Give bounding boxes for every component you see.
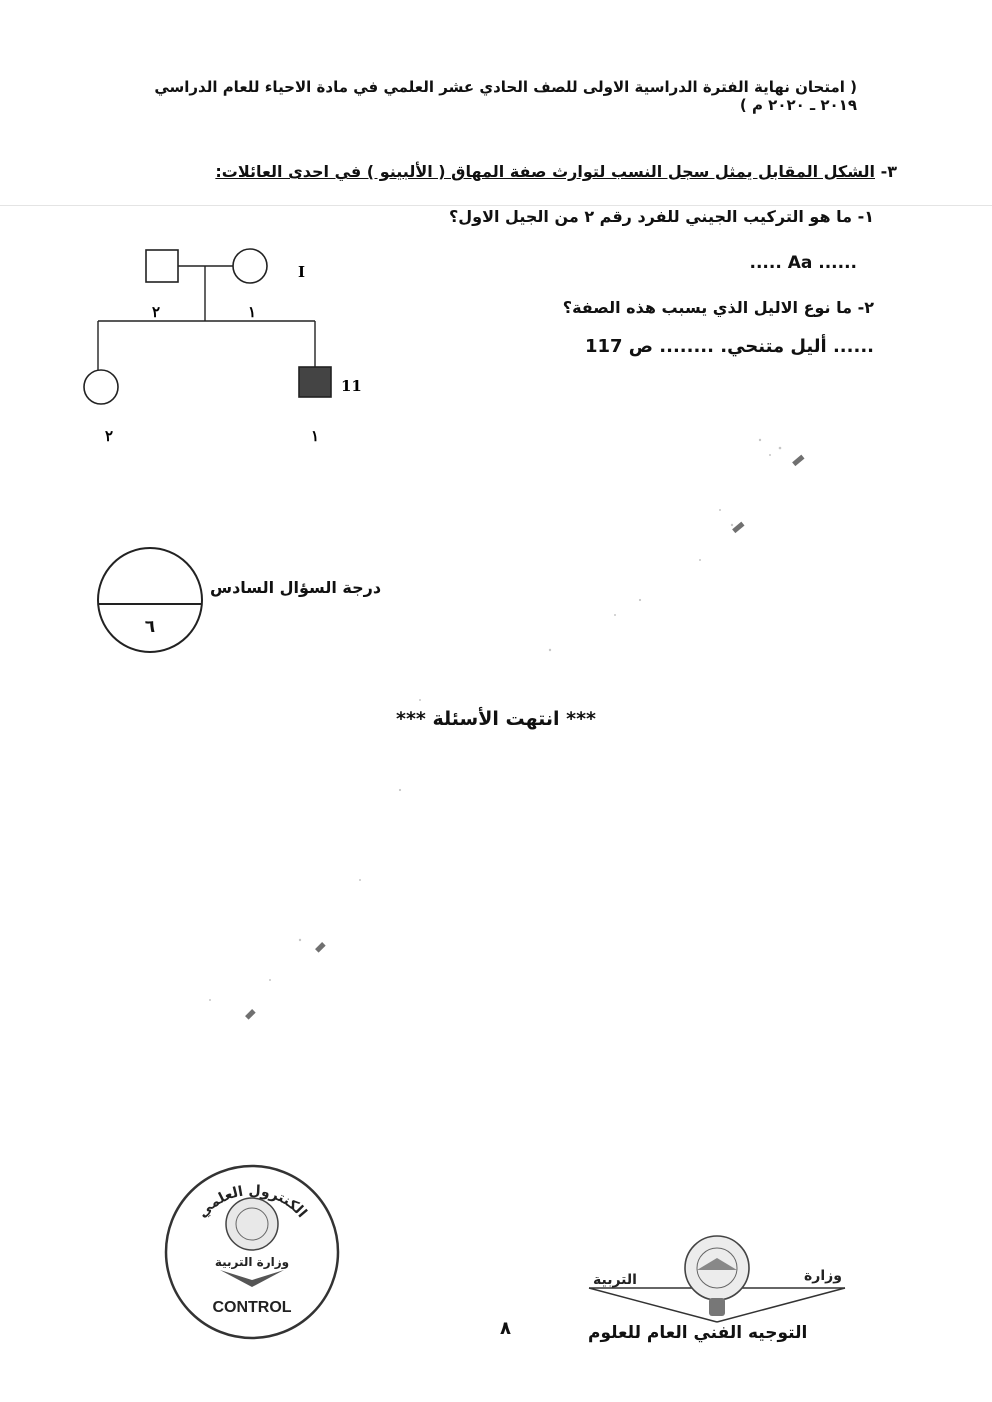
page-number: ٨ bbox=[500, 1318, 511, 1339]
gen1-male bbox=[146, 250, 178, 282]
gen2-number-2: ٢ bbox=[105, 427, 114, 445]
sub-answer-2: ...... أليل متنحي. ........ ص 117 bbox=[584, 336, 874, 357]
ministry-right-word: وزارة bbox=[804, 1268, 842, 1284]
control-stamp bbox=[162, 1162, 342, 1342]
grade-value: ٦ bbox=[144, 617, 156, 637]
gen2-affected-male bbox=[299, 367, 331, 397]
question-number: ٣- bbox=[880, 162, 897, 181]
exam-header: ( امتحان نهاية الفترة الدراسية الاولى للصف الحادي عشر العلمي في مادة الاحياء للعام الدراسي ٢٠١٩ ـ ٢٠٢٠ م ) bbox=[154, 78, 857, 114]
scan-artifact-line bbox=[0, 205, 992, 206]
generation-label-1: I bbox=[298, 263, 306, 281]
emblem-base-icon bbox=[709, 1298, 725, 1316]
gen2-number-1: ١ bbox=[311, 427, 320, 445]
gen1-number-1: ١ bbox=[248, 303, 257, 321]
sub-question-1: ١- ما هو التركيب الجيني للفرد رقم ٢ من الجيل الاول؟ bbox=[448, 207, 874, 226]
scan-speckles bbox=[120, 400, 840, 1050]
end-of-questions: *** انتهت الأسئلة *** bbox=[396, 708, 596, 730]
control-english-text: CONTROL bbox=[212, 1299, 292, 1316]
ministry-stamp bbox=[585, 1230, 850, 1325]
sub-answer-1: ..... Aa ...... bbox=[749, 253, 857, 273]
question-title bbox=[215, 162, 897, 181]
gen1-female bbox=[233, 249, 267, 283]
ministry-left-word: التربية bbox=[593, 1272, 637, 1288]
department-name: التوجيه الفني العام للعلوم bbox=[588, 1323, 808, 1343]
gen1-number-2: ٢ bbox=[152, 303, 161, 321]
generation-label-2: 11 bbox=[341, 377, 362, 395]
control-ministry-text: وزارة التربية bbox=[214, 1255, 290, 1269]
question-title-text: الشكل المقابل يمثل سجل النسب لتوارث صفة المهاق ( الألبينو ) في احدى العائلات: bbox=[215, 162, 876, 181]
triangle-icon bbox=[220, 1270, 284, 1287]
control-arc-text: الكنترول العلمي bbox=[194, 1182, 310, 1222]
gen2-female bbox=[84, 370, 118, 404]
grade-label: درجة السؤال السادس bbox=[210, 578, 382, 597]
sub-question-2: ٢- ما نوع الاليل الذي يسبب هذه الصفة؟ bbox=[562, 298, 874, 317]
emblem-icon bbox=[226, 1198, 278, 1250]
